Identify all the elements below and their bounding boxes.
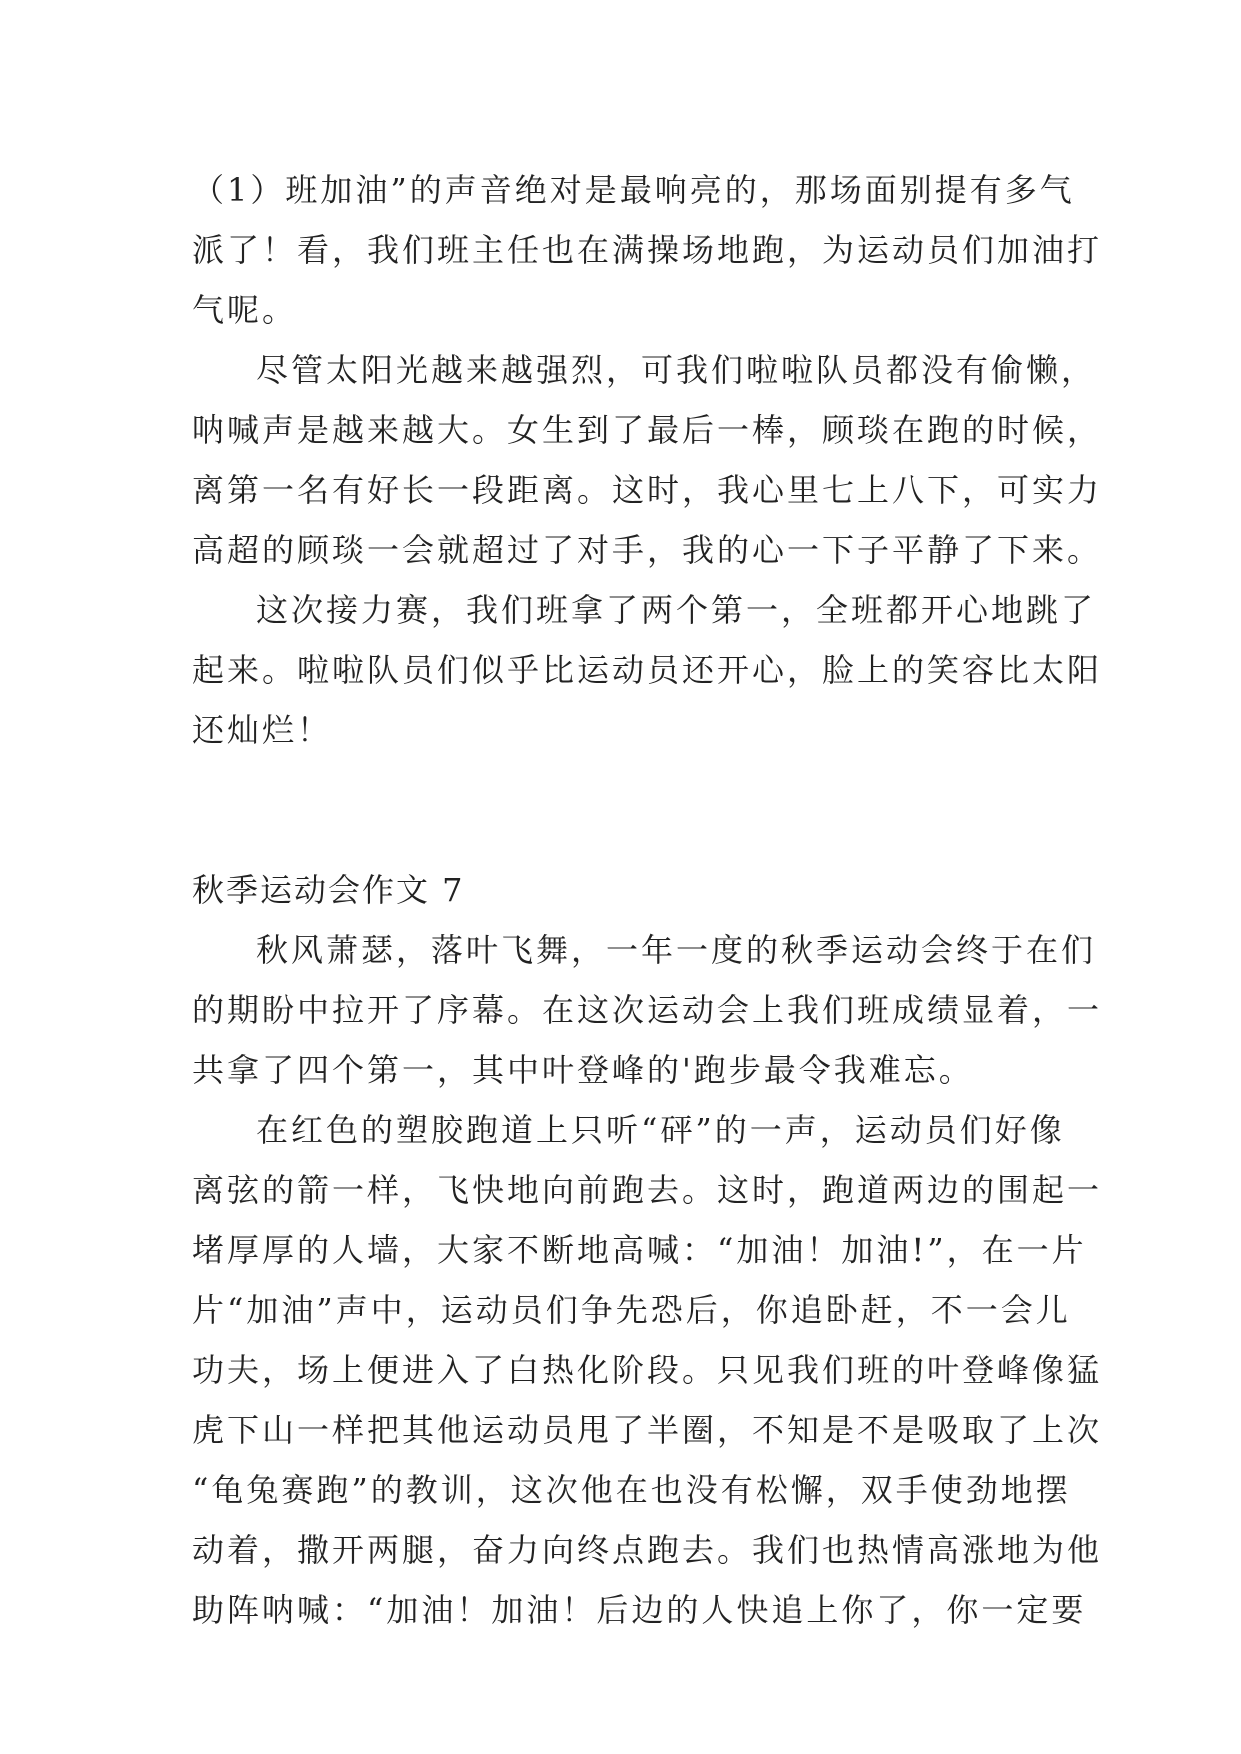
paragraph bbox=[192, 920, 1103, 1100]
text-line: 气呢。 bbox=[192, 291, 298, 329]
text-line: 功夫，场上便进入了白热化阶段。只见我们班的叶登峰像猛 bbox=[192, 1351, 1103, 1389]
paragraph bbox=[192, 580, 1103, 760]
section-gap bbox=[192, 760, 1072, 860]
text-line: 的期盼中拉开了序幕。在这次运动会上我们班成绩显着，一 bbox=[192, 991, 1103, 1029]
text-line: 片“加油”声中，运动员们争先恐后，你追卧赶，不一会儿 bbox=[192, 1291, 1071, 1329]
paragraph bbox=[192, 1100, 1103, 1640]
text-line: 离第一名有好长一段距离。这时，我心里七上八下，可实力 bbox=[192, 471, 1103, 509]
text-line: “龟兔赛跑”的教训，这次他在也没有松懈，双手使劲地摆 bbox=[192, 1471, 1071, 1509]
text-line: 助阵呐喊：“加油！加油！后边的人快追上你了，你一定要 bbox=[192, 1591, 1087, 1629]
text-line: 在红色的塑胶跑道上只听“砰”的一声，运动员们好像 bbox=[256, 1111, 1065, 1149]
text-line: 堵厚厚的人墙，大家不断地高喊：“加油！加油!”，在一片 bbox=[192, 1231, 1087, 1269]
text-line: 共拿了四个第一，其中叶登峰的'跑步最令我难忘。 bbox=[192, 1051, 974, 1089]
text-line: 呐喊声是越来越大。女生到了最后一棒，顾琰在跑的时候， bbox=[192, 411, 1103, 449]
text-line: 秋风萧瑟，落叶飞舞，一年一度的秋季运动会终于在们 bbox=[256, 931, 1097, 969]
text-line: 派了！看，我们班主任也在满操场地跑，为运动员们加油打 bbox=[192, 231, 1103, 269]
text-line: 离弦的箭一样，飞快地向前跑去。这时，跑道两边的围起一 bbox=[192, 1171, 1103, 1209]
text-line: 尽管太阳光越来越强烈，可我们啦啦队员都没有偷懒， bbox=[256, 351, 1097, 389]
text-line: 高超的顾琰一会就超过了对手，我的心一下子平静了下来。 bbox=[192, 531, 1103, 569]
section-title: 秋季运动会作文 7 bbox=[192, 871, 465, 909]
essay-body bbox=[192, 160, 1103, 1640]
text-line: 虎下山一样把其他运动员甩了半圈，不知是不是吸取了上次 bbox=[192, 1411, 1103, 1449]
paragraph bbox=[192, 340, 1103, 580]
text-line: 这次接力赛，我们班拿了两个第一，全班都开心地跳了 bbox=[256, 591, 1097, 629]
text-line: （1）班加油”的声音绝对是最响亮的，那场面别提有多气 bbox=[192, 171, 1075, 209]
text-line: 还灿烂！ bbox=[192, 711, 333, 749]
text-line: 动着，撒开两腿，奋力向终点跑去。我们也热情高涨地为他 bbox=[192, 1531, 1103, 1569]
text-line: 起来。啦啦队员们似乎比运动员还开心，脸上的笑容比太阳 bbox=[192, 651, 1103, 689]
paragraph bbox=[192, 160, 1103, 340]
